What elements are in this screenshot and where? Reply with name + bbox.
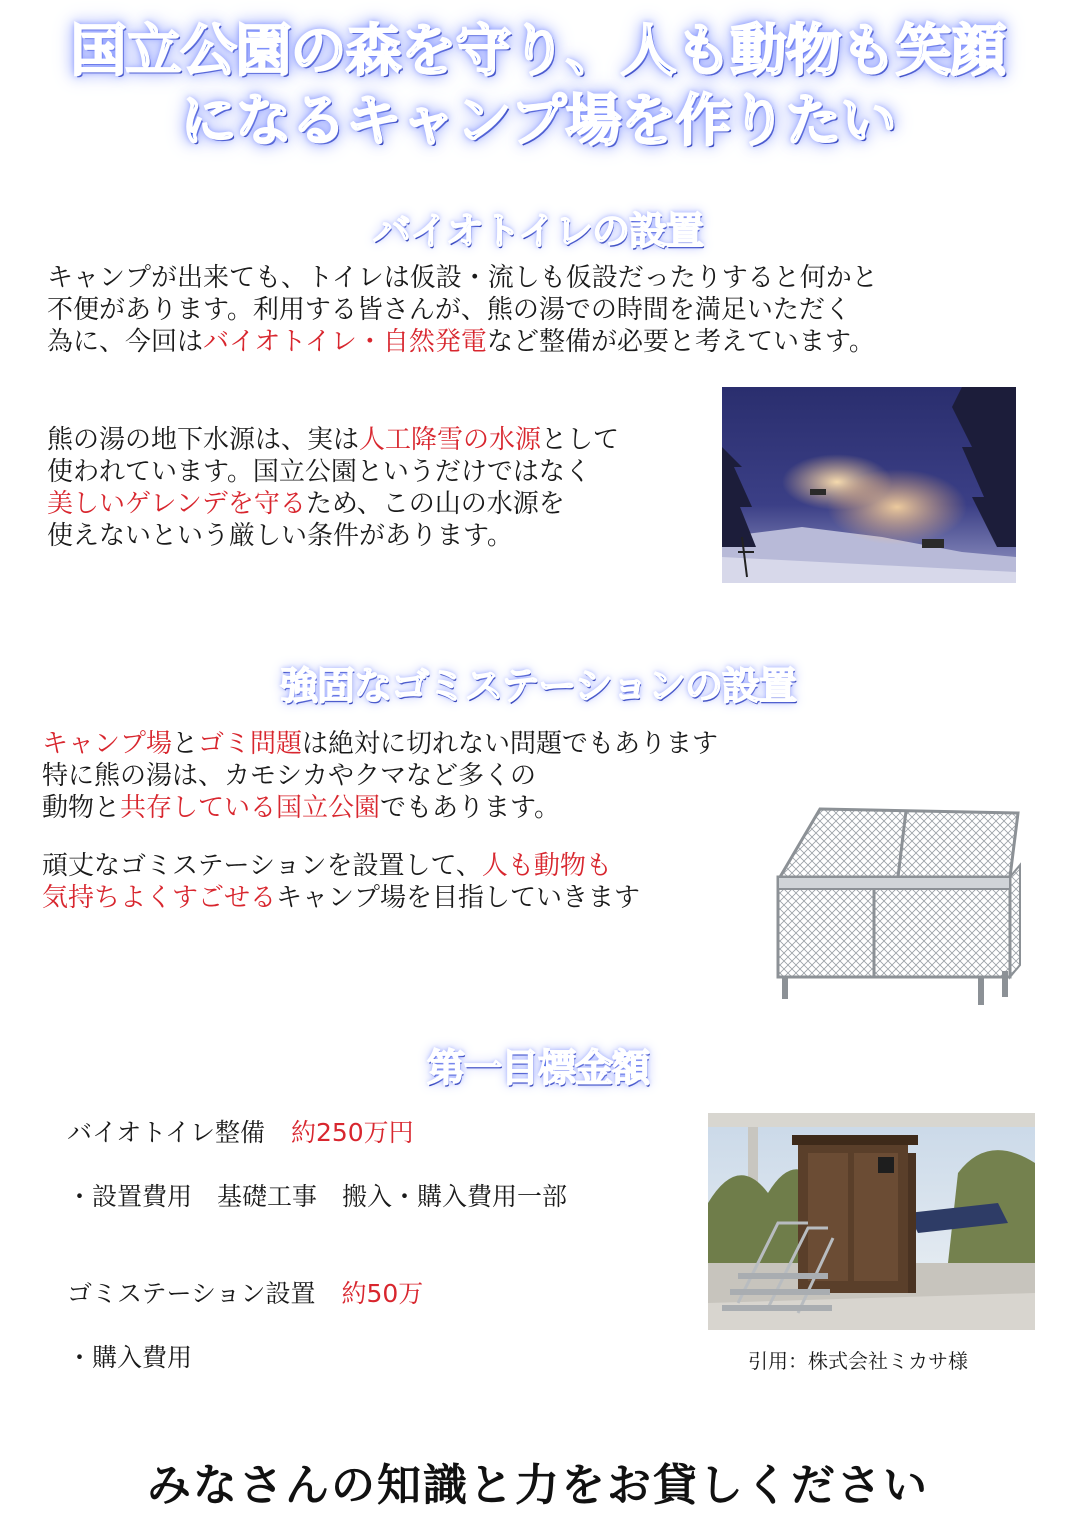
bio-toilet-budget-detail: ・設置費用 基礎工事 搬入・購入費用一部	[67, 1182, 568, 1211]
page-title-line2: になるキャンプ場を作りたい	[180, 89, 896, 154]
budget-amount: 約250万円	[290, 1118, 414, 1147]
garbage-paragraph	[42, 728, 718, 824]
highlight-text: 人も動物も	[481, 851, 612, 881]
text-line: 使われています。国立公園というだけではなく	[47, 457, 591, 487]
highlight-text: 美しいゲレンデを守る	[47, 489, 306, 519]
closing-message: みなさんの知識と力をお貸しください	[147, 1460, 929, 1511]
text-line: 不便があります。利用する皆さんが、熊の湯での時間を満足いただく	[47, 295, 851, 325]
highlight-text: 共存している国立公園	[120, 793, 381, 823]
section-heading-bio-toilet: バイオトイレの設置	[373, 209, 703, 253]
budget-label: ゴミステーション設置	[67, 1279, 316, 1308]
text-fragment: 為に、今回は	[47, 327, 204, 357]
garbage-goal-paragraph	[42, 850, 640, 914]
text-fragment: 動物と	[42, 793, 121, 823]
text-line	[47, 424, 619, 456]
text-line	[42, 728, 718, 760]
text-line	[47, 326, 878, 358]
text-line: 使えないという厳しい条件があります。	[47, 521, 513, 551]
text-fragment: として	[541, 425, 620, 455]
text-line	[42, 792, 718, 824]
text-line: キャンプが出来ても、トイレは仮設・流しも仮設だったりすると何かと	[47, 263, 878, 293]
highlight-text: ゴミ問題	[198, 729, 303, 759]
section-heading-target-amount: 第一目標金額	[426, 1046, 649, 1090]
text-line	[47, 488, 619, 520]
text-line	[42, 850, 640, 882]
budget-amount: 約50万	[341, 1279, 424, 1308]
text-fragment: 頑丈なゴミステーションを設置して、	[42, 851, 482, 881]
garbage-station-budget	[67, 1278, 423, 1310]
page-title-line1: 国立公園の森を守り、人も動物も笑顔	[70, 19, 1006, 84]
text-fragment: など整備が必要と考えています。	[486, 327, 875, 357]
text-fragment: と	[172, 729, 199, 759]
highlight-text: 気持ちよくすごせる	[42, 883, 277, 913]
budget-label: バイオトイレ整備	[67, 1118, 266, 1147]
highlight-text: バイオトイレ・自然発電	[203, 327, 487, 357]
garbage-station-budget-detail: ・購入費用	[67, 1343, 193, 1372]
text-fragment: ため、この山の水源を	[305, 489, 565, 519]
photo-caption: 引用：株式会社ミカサ様	[748, 1349, 968, 1373]
section-heading-garbage-station: 強固なゴミステーションの設置	[280, 664, 796, 708]
text-fragment: 熊の湯の地下水源は、実は	[47, 425, 360, 455]
text-fragment: は絶対に切れない問題でもあります	[302, 729, 719, 759]
bio-toilet-paragraph	[47, 262, 878, 358]
bio-toilet-photo	[708, 1113, 1035, 1330]
highlight-text: キャンプ場	[42, 729, 173, 759]
highlight-text: 人工降雪の水源	[359, 425, 542, 455]
bio-toilet-budget	[67, 1117, 414, 1149]
text-fragment: キャンプ場を目指していきます	[276, 883, 641, 913]
garbage-station-photo	[772, 805, 1024, 1010]
text-fragment: でもあります。	[380, 793, 560, 823]
text-line: 特に熊の湯は、カモシカやクマなど多くの	[42, 761, 537, 791]
water-source-paragraph	[47, 424, 619, 552]
snow-making-photo	[722, 387, 1016, 583]
text-line	[42, 882, 640, 914]
